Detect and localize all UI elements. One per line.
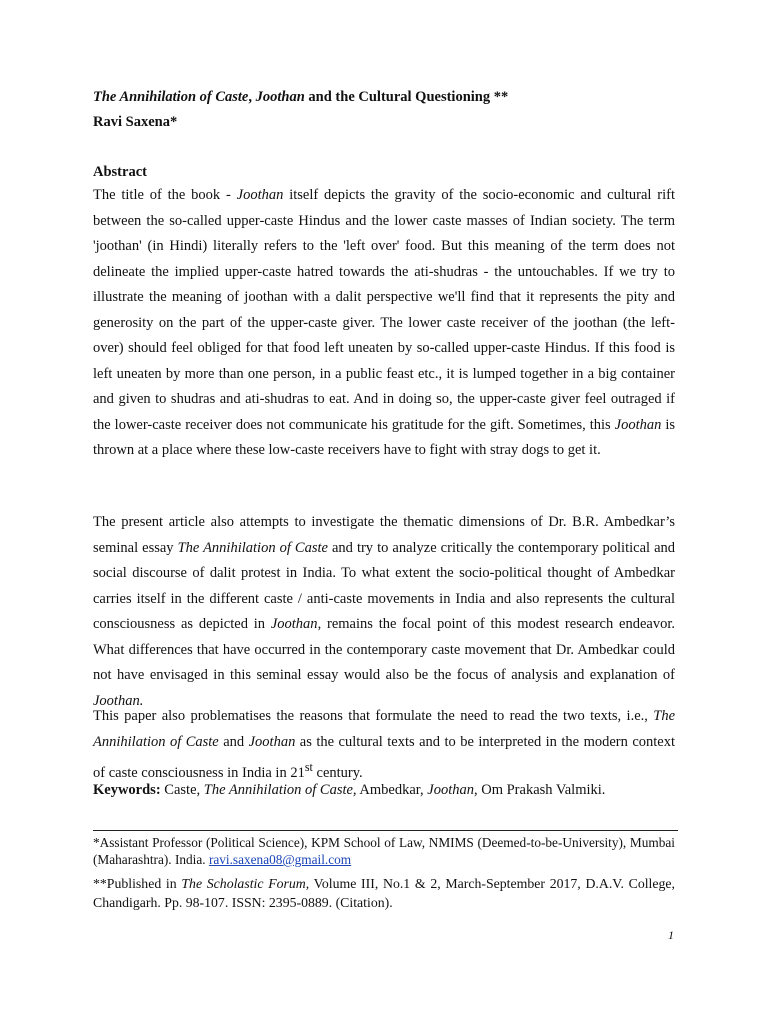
page-number: 1 xyxy=(668,928,674,942)
abstract-heading: Abstract xyxy=(93,164,147,180)
keywords-label: Keywords: xyxy=(93,782,161,798)
footnote-affiliation: *Assistant Professor (Political Science), KPM School of Law, NMIMS (Deemed-to-be-University), Mumbai (Maharashtra). India. ravi.saxena08@gmail.com xyxy=(93,835,675,867)
keywords-line: Keywords: Caste, The Annihilation of Caste, Ambedkar, Joothan, Om Prakash Valmiki. xyxy=(93,782,606,798)
abstract-paragraph-2: The present article also attempts to investigate the thematic dimensions of Dr. B.R. Ambedkar’s seminal essay The Annihilation of Caste and try to analyze critically the contemporary political and social discourse of dalit protest in India. To what extent the socio-political thought of Ambedkar carries itself in the different caste / anti-caste movements in India and also represents the cultural consciousness as depicted in Joothan, remains the focal point of this modest research endeavor. What differences that have occurred in the contemporary caste movement that Dr. Ambedkar could not have envisaged in this seminal essay would also be the focus of analysis and explanation of Joothan. xyxy=(93,514,676,709)
abstract-paragraph-3: This paper also problematises the reasons that formulate the need to read the two texts, i.e., The Annihilation of Caste and Joothan as the cultural texts and to be interpreted in the modern context of caste consciousness in India in 21st century. xyxy=(93,708,676,781)
abstract-paragraph-1: The title of the book - Joothan itself depicts the gravity of the socio-economic and cultural rift between the so-called upper-caste Hindus and the lower caste masses of Indian society. The term 'joothan' (in Hindi) literally refers to the 'left over' food. But this meaning of the term does not delineate the implied upper-caste hatred towards the ati-shudras - the untouchables. If we try to illustrate the meaning of joothan with a dalit perspective we'll find that it represents the pity and generosity on the part of the upper-caste giver. The lower caste receiver of the joothan (the left-over) should feel obliged for that food left uneaten by so-called upper-caste Hindus. If this food is left uneaten by more than one person, in a public feast etc., it is lumped together in a big container and given to shudras and ati-shudras to eat. And in doing so, the upper-caste giver feel outraged if the lower-caste receiver does not communicate his gratitude for the gift. Sometimes, this Joothan is thrown at a place where these low-caste receivers have to fight with stray dogs to get it. xyxy=(93,187,676,458)
author-name: Ravi Saxena* xyxy=(93,114,178,130)
footnote-publication: **Published in The Scholastic Forum, Volume III, No.1 & 2, March-September 2017, D.A.V. College, Chandigarh. Pp. 98-107. ISSN: 2395-0889. (Citation). xyxy=(93,876,675,910)
author-email-link[interactable]: ravi.saxena08@gmail.com xyxy=(208,852,352,867)
footnote-divider xyxy=(93,830,678,831)
paper-title: The Annihilation of Caste, Joothan and the Cultural Questioning ** xyxy=(93,89,509,105)
